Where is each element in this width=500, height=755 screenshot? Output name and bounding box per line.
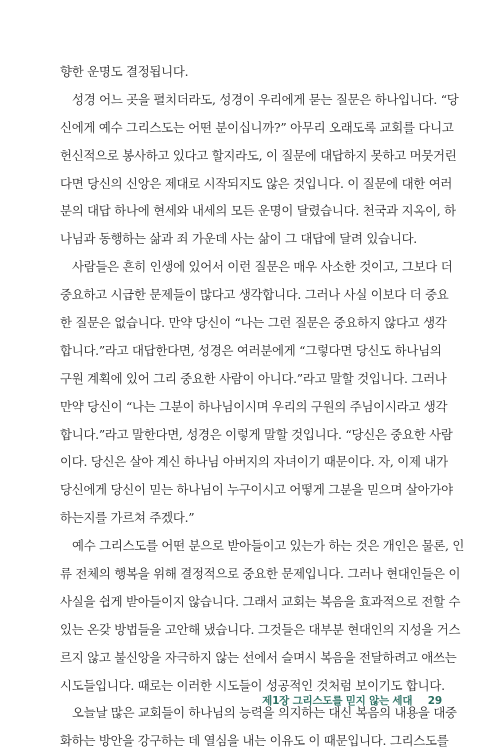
text-line: 사람들은 흔히 인생에 있어서 이런 질문은 매우 사소한 것이고, 그보다 더 — [72, 259, 453, 275]
text-line: 화하는 방안을 강구하는 데 열심을 내는 이유도 이 때문입니다. 그리스도를 — [60, 733, 449, 749]
body-text — [60, 58, 465, 755]
text-line: 향한 운명도 결정됩니다. — [60, 64, 189, 79]
text-line: 합니다.”라고 대답한다면, 성경은 여러분에게 “그렇다면 당신도 하나님의 — [60, 342, 442, 358]
text-line: 헌신적으로 봉사하고 있다고 할지라도, 이 질문에 대답하지 못하고 머뭇거린 — [60, 147, 457, 163]
text-line: 나님과 동행하는 삶과 죄 가운데 사는 삶이 그 대답에 달려 있습니다. — [60, 231, 417, 247]
text-line: 사실을 쉽게 받아들이지 않습니다. 그래서 교회는 복음을 효과적으로 전할 수 — [60, 593, 461, 609]
text-line: 있는 온갖 방법들을 고안해 냈습니다. 그것들은 대부분 현대인의 지성을 거스 — [60, 621, 461, 637]
text-line: 류 전체의 행복을 위해 결정적으로 중요한 문제입니다. 그러나 현대인들은 이 — [60, 566, 461, 582]
text-line: 시도들입니다. 때로는 이러한 시도들이 성공적인 것처럼 보이기도 합니다. — [60, 677, 445, 693]
text-line: 신에게 예수 그리스도는 어떤 분이십니까?” 아무리 오래도록 교회를 다니고 — [60, 119, 454, 135]
text-line: 예수 그리스도를 어떤 분으로 받아들이고 있는가 하는 것은 개인은 물론, 인 — [72, 538, 465, 554]
running-footer — [262, 693, 442, 708]
text-line: 하는지를 가르쳐 주겠다.” — [60, 510, 195, 526]
text-line: 오늘날 많은 교회들이 하나님의 능력을 의지하는 대신 복음의 내용을 대중 — [72, 705, 457, 721]
text-line: 합니다.”라고 말한다면, 성경은 이렇게 말할 것입니다. “당신은 중요한 사람 — [60, 426, 453, 442]
text-line: 만약 당신이 “나는 그분이 하나님이시며 우리의 구원의 주님이시라고 생각 — [60, 398, 448, 414]
text-line: 성경 어느 곳을 펼치더라도, 성경이 우리에게 묻는 질문은 하나입니다. “당 — [72, 91, 459, 107]
text-line: 이다. 당신은 살아 계신 하나님 아버지의 자녀이기 때문이다. 자, 이제 내가 — [60, 454, 448, 470]
text-line: 중요하고 시급한 문제들이 많다고 생각합니다. 그러나 사실 이보다 더 중요 — [60, 287, 449, 303]
page-number: 29 — [427, 695, 442, 707]
chapter-title: 제1장 그리스도를 믿지 않는 세대 — [262, 695, 413, 707]
text-line: 르지 않고 불신앙을 자극하지 않는 선에서 슬며시 복음을 전달하려고 애쓰는 — [60, 649, 457, 665]
text-line: 한 질문은 없습니다. 만약 당신이 “나는 그런 질문은 중요하지 않다고 생각 — [60, 315, 447, 331]
text-line: 분의 대답 하나에 현세와 내세의 모든 운명이 달렸습니다. 천국과 지옥이, 하 — [60, 203, 456, 219]
text-line: 당신에게 당신이 믿는 하나님이 누구이시고 어떻게 그분을 믿으며 살아가야 — [60, 482, 453, 498]
text-line: 구원 계획에 있어 그리 중요한 사람이 아니다.”라고 말할 것입니다. 그러나 — [60, 370, 447, 386]
text-line: 다면 당신의 신앙은 제대로 시작되지도 않은 것입니다. 이 질문에 대한 여러 — [60, 175, 453, 191]
